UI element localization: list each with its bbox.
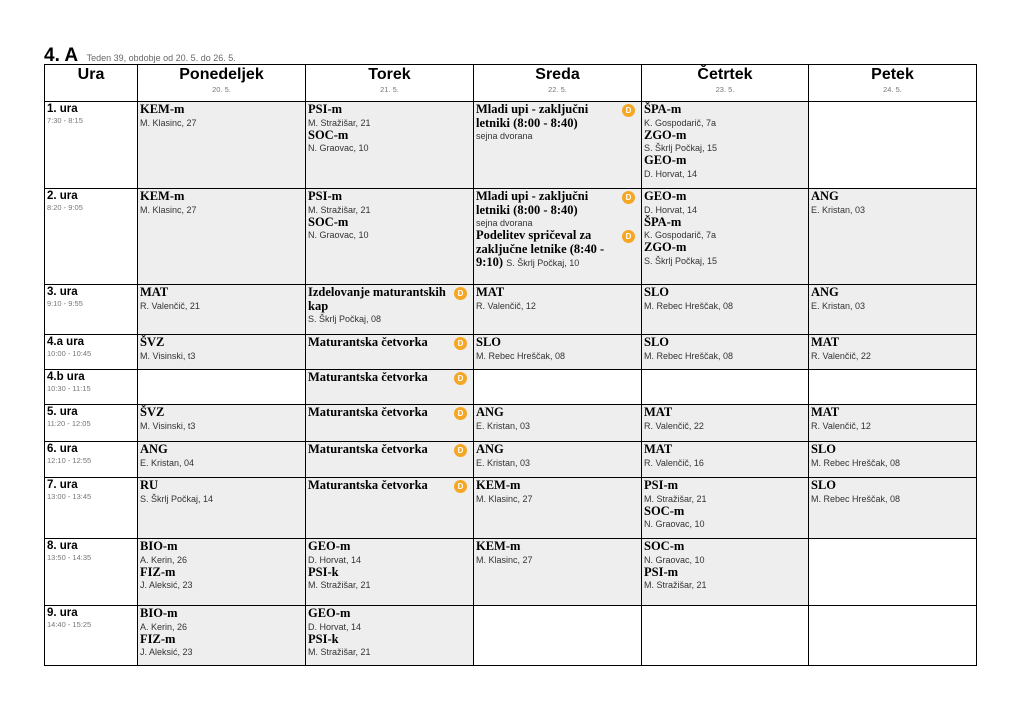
day-name: Torek	[368, 66, 411, 83]
subject: PSI-k	[308, 564, 339, 579]
day-name: Četrtek	[697, 66, 753, 83]
subject: KEM-m	[140, 189, 185, 203]
lesson-cell[interactable]	[474, 405, 642, 442]
teacher-room: S. Škrlj Počkaj, 15	[644, 255, 718, 266]
period-name: 3. ura	[47, 286, 78, 298]
subject: SLO	[811, 442, 837, 456]
period-row	[45, 405, 977, 442]
subject: ŠVZ	[140, 405, 165, 419]
day-name: Ponedeljek	[179, 66, 264, 83]
lesson-cell[interactable]	[306, 539, 474, 606]
subject: ŠVZ	[140, 335, 165, 349]
teacher-room: J. Aleksić, 23	[140, 580, 193, 590]
empty-cell	[474, 606, 642, 666]
teacher-room: N. Graovac, 10	[308, 230, 369, 240]
subject: PSI-m	[644, 564, 679, 579]
teacher-room: N. Graovac, 10	[308, 143, 369, 153]
teacher-room: D. Horvat, 14	[644, 168, 698, 179]
period-label	[45, 405, 138, 442]
period-name: 9. ura	[47, 607, 78, 619]
period-label	[45, 606, 138, 666]
lesson-cell[interactable]	[306, 606, 474, 666]
lesson-cell[interactable]	[474, 442, 642, 478]
teacher-room: D. Horvat, 14	[308, 554, 362, 565]
week-subtitle: Teden 39, obdobje od 20. 5. do 26. 5.	[86, 53, 236, 63]
subject: SOC-m	[308, 127, 349, 142]
teacher-room: K. Gospodarič, 7a	[644, 117, 717, 128]
event-badge-icon: D	[454, 372, 467, 385]
subject: GEO-m	[308, 539, 351, 553]
subject: ANG	[811, 189, 839, 203]
period-time: 14:40 - 15:25	[47, 620, 92, 629]
subject: ANG	[811, 285, 839, 299]
teacher-room: M. Stražišar, 21	[308, 117, 371, 128]
subject: MAT	[140, 285, 169, 299]
lesson-cell[interactable]	[138, 405, 306, 442]
column-header-monday	[138, 65, 306, 102]
event-location: S. Škrlj Počkaj, 08	[308, 314, 382, 324]
subject: ZGO-m	[644, 127, 687, 142]
event-cell[interactable]	[306, 478, 474, 539]
event-badge-icon: D	[454, 337, 467, 350]
column-header-ura	[45, 65, 138, 102]
teacher-room: K. Gospodarič, 7a	[644, 230, 717, 240]
teacher-room: M. Klasinc, 27	[476, 554, 533, 565]
lesson-cell[interactable]	[642, 335, 809, 370]
lesson-cell[interactable]	[474, 539, 642, 606]
period-row	[45, 285, 977, 335]
teacher-room: E. Kristan, 03	[476, 457, 531, 468]
lesson-cell[interactable]	[642, 285, 809, 335]
event-badge-icon: D	[622, 104, 635, 117]
subject: ZGO-m	[644, 240, 687, 254]
subject: SOC-m	[644, 539, 685, 553]
teacher-room: E. Kristan, 04	[140, 457, 195, 468]
period-row	[45, 606, 977, 666]
day-date: 20. 5.	[212, 85, 231, 94]
lesson-cell[interactable]	[138, 539, 306, 606]
teacher-room: R. Valenčič, 22	[811, 350, 871, 361]
teacher-room: R. Valenčič, 12	[811, 420, 871, 431]
teacher-room: M. Klasinc, 27	[140, 117, 197, 128]
column-header-wednesday	[474, 65, 642, 102]
teacher-room: R. Valenčič, 21	[140, 300, 200, 311]
event-title: Maturantska četvorka	[308, 335, 428, 349]
event-title: Izdelovanje maturantskih kap	[308, 285, 446, 313]
subject: MAT	[476, 285, 505, 299]
teacher-room: E. Kristan, 03	[476, 420, 531, 431]
event-title	[476, 229, 639, 270]
subject: SLO	[476, 335, 502, 349]
teacher-room: M. Stražišar, 21	[308, 204, 371, 215]
teacher-room: S. Škrlj Počkaj, 14	[140, 493, 214, 504]
subject: BIO-m	[140, 606, 178, 620]
period-label	[45, 335, 138, 370]
subject: BIO-m	[140, 539, 178, 553]
subject: MAT	[811, 335, 840, 349]
lesson-cell[interactable]	[138, 606, 306, 666]
lesson-cell[interactable]	[809, 335, 977, 370]
lesson-cell[interactable]	[474, 478, 642, 539]
lesson-cell[interactable]	[474, 285, 642, 335]
period-name: 1. ura	[47, 103, 78, 115]
teacher-room: R. Valenčič, 16	[644, 457, 704, 468]
teacher-room: R. Valenčič, 22	[644, 420, 704, 431]
period-row	[45, 370, 977, 405]
period-row	[45, 189, 977, 285]
event-title: Maturantska četvorka	[308, 370, 428, 384]
teacher-room: J. Aleksić, 23	[140, 647, 193, 657]
lesson-cell[interactable]	[138, 102, 306, 189]
timetable	[44, 64, 977, 666]
subject: ANG	[476, 405, 504, 419]
period-row	[45, 335, 977, 370]
event-cell[interactable]	[474, 189, 642, 285]
subject: RU	[140, 478, 159, 492]
event-badge-icon: D	[622, 191, 635, 204]
event-badge-icon: D	[454, 480, 467, 493]
period-label	[45, 189, 138, 285]
teacher-room: M. Rebec Hreščak, 08	[811, 493, 901, 504]
lesson-cell[interactable]	[809, 478, 977, 539]
lesson-cell[interactable]	[809, 285, 977, 335]
period-label	[45, 478, 138, 539]
teacher-room: M. Visinski, t3	[140, 420, 196, 431]
day-name: Sreda	[535, 66, 580, 83]
teacher-room: M. Stražišar, 21	[308, 580, 371, 590]
subject: ANG	[476, 442, 504, 456]
empty-cell	[809, 102, 977, 189]
subject: FIZ-m	[140, 631, 176, 646]
empty-cell	[474, 370, 642, 405]
lesson-cell[interactable]	[809, 442, 977, 478]
period-time: 10:30 - 11:15	[47, 384, 91, 393]
subject: KEM-m	[476, 478, 521, 492]
event-location: sejna dvorana	[476, 131, 533, 141]
subject: SLO	[644, 335, 670, 349]
lesson-cell[interactable]	[642, 102, 809, 189]
lesson-cell[interactable]	[642, 478, 809, 539]
teacher-room: M. Stražišar, 21	[644, 580, 707, 590]
period-name: 7. ura	[47, 479, 78, 491]
day-date: 22. 5.	[548, 85, 567, 94]
period-time: 11:20 - 12:05	[47, 419, 91, 428]
period-time: 13:00 - 13:45	[47, 492, 92, 501]
subject: ANG	[140, 442, 168, 456]
lesson-cell[interactable]	[138, 442, 306, 478]
teacher-room: D. Horvat, 14	[308, 621, 362, 632]
subject: GEO-m	[644, 189, 687, 203]
teacher-room: N. Graovac, 10	[644, 554, 705, 565]
lesson-cell[interactable]	[642, 539, 809, 606]
lesson-cell[interactable]	[138, 335, 306, 370]
event-title: Maturantska četvorka	[308, 405, 428, 419]
event-title: Mladi upi - zaključni letniki (8:00 - 8:40)	[476, 189, 589, 217]
lesson-cell[interactable]	[138, 478, 306, 539]
event-cell[interactable]	[306, 405, 474, 442]
teacher-room: M. Stražišar, 21	[644, 493, 707, 504]
empty-cell	[809, 606, 977, 666]
class-name: 4. A	[44, 45, 79, 66]
period-time: 9:10 - 9:55	[47, 299, 83, 308]
subject: FIZ-m	[140, 564, 176, 579]
period-label	[45, 285, 138, 335]
teacher-room: M. Klasinc, 27	[476, 493, 533, 504]
empty-cell	[809, 370, 977, 405]
teacher-room: R. Valenčič, 12	[476, 300, 536, 311]
subject: GEO-m	[644, 153, 687, 167]
lesson-cell[interactable]	[306, 102, 474, 189]
day-date: 21. 5.	[380, 85, 399, 94]
period-label	[45, 370, 138, 405]
event-title: Mladi upi - zaključni letniki (8:00 - 8:40)	[476, 102, 589, 130]
teacher-room: M. Klasinc, 27	[140, 204, 197, 215]
event-cell[interactable]	[474, 102, 642, 189]
subject: SOC-m	[308, 214, 349, 229]
period-time: 13:50 - 14:35	[47, 553, 92, 562]
period-row	[45, 478, 977, 539]
period-time: 10:00 - 10:45	[47, 349, 92, 358]
teacher-room: D. Horvat, 14	[644, 204, 698, 215]
event-title: Maturantska četvorka	[308, 442, 428, 456]
event-title: Maturantska četvorka	[308, 478, 428, 492]
empty-cell	[642, 370, 809, 405]
subject: PSI-k	[308, 631, 339, 646]
subject: PSI-m	[644, 478, 679, 492]
subject: SLO	[644, 285, 670, 299]
subject: KEM-m	[140, 102, 185, 116]
period-name: 6. ura	[47, 443, 78, 455]
lesson-cell[interactable]	[642, 189, 809, 285]
empty-cell	[642, 606, 809, 666]
day-date: 23. 5.	[715, 85, 735, 94]
period-name: 4.a ura	[47, 336, 85, 348]
teacher-room: E. Kristan, 03	[811, 204, 866, 215]
period-row	[45, 102, 977, 189]
subject: MAT	[644, 405, 673, 419]
day-name: Petek	[871, 66, 914, 83]
period-name: 5. ura	[47, 406, 78, 418]
lesson-cell[interactable]	[642, 442, 809, 478]
subject: GEO-m	[308, 606, 351, 620]
lesson-cell[interactable]	[138, 285, 306, 335]
column-header-thursday	[642, 65, 809, 102]
event-title-text: Podelitev spričeval za zaključne letnike (8:40 - 9:10)	[476, 228, 605, 269]
subject: PSI-m	[308, 102, 343, 116]
period-row	[45, 442, 977, 478]
column-header-label: Ura	[77, 66, 105, 83]
teacher-room: M. Rebec Hreščak, 08	[811, 457, 901, 468]
event-cell[interactable]	[306, 370, 474, 405]
lesson-cell[interactable]	[809, 405, 977, 442]
teacher-room: M. Visinski, t3	[140, 350, 196, 361]
teacher-room: A. Kerin, 26	[140, 621, 188, 632]
subject: ŠPA-m	[644, 102, 682, 116]
teacher-room: M. Stražišar, 21	[308, 647, 371, 657]
subject: MAT	[644, 442, 673, 456]
period-label	[45, 539, 138, 606]
event-badge-icon: D	[454, 407, 467, 420]
teacher-room: M. Rebec Hreščak, 08	[644, 300, 734, 311]
event-badge-icon: D	[454, 287, 467, 300]
subject: MAT	[811, 405, 840, 419]
lesson-cell[interactable]	[306, 189, 474, 285]
event-location: sejna dvorana	[476, 218, 533, 228]
subject: SLO	[811, 478, 837, 492]
column-header-tuesday	[306, 65, 474, 102]
event-cell[interactable]	[306, 335, 474, 370]
teacher-room: N. Graovac, 10	[644, 519, 705, 529]
subject: ŠPA-m	[644, 214, 682, 229]
event-badge-icon: D	[622, 230, 635, 243]
teacher-room: S. Škrlj Počkaj, 15	[644, 143, 718, 153]
period-row	[45, 539, 977, 606]
teacher-room: M. Rebec Hreščak, 08	[476, 350, 566, 361]
event-cell[interactable]	[306, 442, 474, 478]
empty-cell	[138, 370, 306, 405]
subject: PSI-m	[308, 189, 343, 203]
lesson-cell[interactable]	[642, 405, 809, 442]
period-name: 4.b ura	[47, 371, 85, 383]
event-location: S. Škrlj Počkaj, 10	[506, 258, 580, 268]
teacher-room: E. Kristan, 03	[811, 300, 866, 311]
lesson-cell[interactable]	[809, 189, 977, 285]
period-label	[45, 442, 138, 478]
event-cell[interactable]	[306, 285, 474, 335]
teacher-room: A. Kerin, 26	[140, 554, 188, 565]
period-time: 7:30 - 8:15	[47, 116, 83, 125]
column-header-friday	[809, 65, 977, 102]
teacher-room: M. Rebec Hreščak, 08	[644, 350, 734, 361]
period-time: 8:20 - 9:05	[47, 203, 83, 212]
lesson-cell[interactable]	[138, 189, 306, 285]
event-badge-icon: D	[454, 444, 467, 457]
subject: SOC-m	[644, 503, 685, 518]
period-time: 12:10 - 12:55	[47, 456, 92, 465]
period-name: 8. ura	[47, 540, 78, 552]
empty-cell	[809, 539, 977, 606]
day-date: 24. 5.	[883, 85, 902, 94]
subject: KEM-m	[476, 539, 521, 553]
period-label	[45, 102, 138, 189]
lesson-cell[interactable]	[474, 335, 642, 370]
period-name: 2. ura	[47, 190, 78, 202]
